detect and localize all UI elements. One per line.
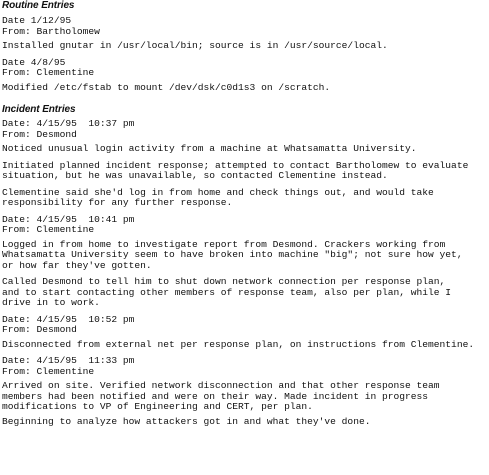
entry-date: Date 1/12/95 bbox=[2, 15, 72, 26]
entry-text: Arrived on site. Verified network disconnection and that other response team members had been notified and were on their way. Made incident in progress modifications to VP of Engineering and CERT, per plan. bbox=[2, 380, 440, 412]
entry-text: Called Desmond to tell him to shut down network connection per response plan, and to start contacting other members of response team, also per plan, while I drive in to work. bbox=[2, 276, 452, 308]
entry-header bbox=[2, 315, 487, 336]
routine-entry bbox=[2, 16, 487, 52]
entry-author: From: Desmond bbox=[2, 324, 77, 335]
entry-header bbox=[2, 58, 487, 79]
entry-date: Date 4/8/95 bbox=[2, 56, 66, 68]
entry-text: Modified /etc/fstab to mount /dev/dsk/c0d1s3 on /scratch. bbox=[2, 81, 331, 93]
entry-date: Date: 4/15/95 10:37 pm bbox=[2, 118, 135, 129]
routine-entry bbox=[2, 58, 487, 94]
incident-entries-heading: Incident Entries bbox=[2, 104, 76, 115]
incident-entry bbox=[2, 119, 487, 209]
entry-header bbox=[2, 119, 487, 140]
entry-date: Date: 4/15/95 10:52 pm bbox=[2, 313, 135, 325]
log-document bbox=[2, 0, 487, 433]
entry-header bbox=[2, 215, 487, 236]
entry-author: From: Clementine bbox=[2, 365, 95, 377]
entry-header bbox=[2, 16, 487, 37]
entry-date: Date: 4/15/95 11:33 pm bbox=[2, 355, 135, 366]
entry-author: From: Desmond bbox=[2, 128, 77, 140]
entry-text: Initiated planned incident response; attempted to contact Bartholomew to evaluate situation, but he was unavailable, so contacted Clementine instead. bbox=[2, 159, 469, 181]
entry-header bbox=[2, 356, 487, 377]
entry-author: From: Clementine bbox=[2, 224, 95, 235]
entry-text: Noticed unusual login activity from a machine at Whatsamatta University. bbox=[2, 143, 417, 154]
entry-text: Disconnected from external net per response plan, on instructions from Clementine. bbox=[2, 338, 475, 350]
incident-entry bbox=[2, 215, 487, 309]
entry-text: Logged in from home to investigate report from Desmond. Crackers working from Whatsamatta University seem to have broken into machine "big"; not sure how yet, or how far they've gotten. bbox=[2, 238, 463, 271]
entry-text: Clementine said she'd log in from home and check things out, and would take responsibility for any further response. bbox=[2, 186, 434, 208]
entry-author: From: Clementine bbox=[2, 67, 95, 78]
entry-author: From: Bartholomew bbox=[2, 25, 100, 37]
entry-text: Beginning to analyze how attackers got in and what they've done. bbox=[2, 415, 371, 427]
entry-date: Date: 4/15/95 10:41 pm bbox=[2, 213, 135, 225]
incident-entry bbox=[2, 356, 487, 427]
incident-entry bbox=[2, 315, 487, 351]
entry-text: Installed gnutar in /usr/local/bin; source is in /usr/source/local. bbox=[2, 40, 388, 51]
routine-entries-heading: Routine Entries bbox=[2, 0, 75, 11]
